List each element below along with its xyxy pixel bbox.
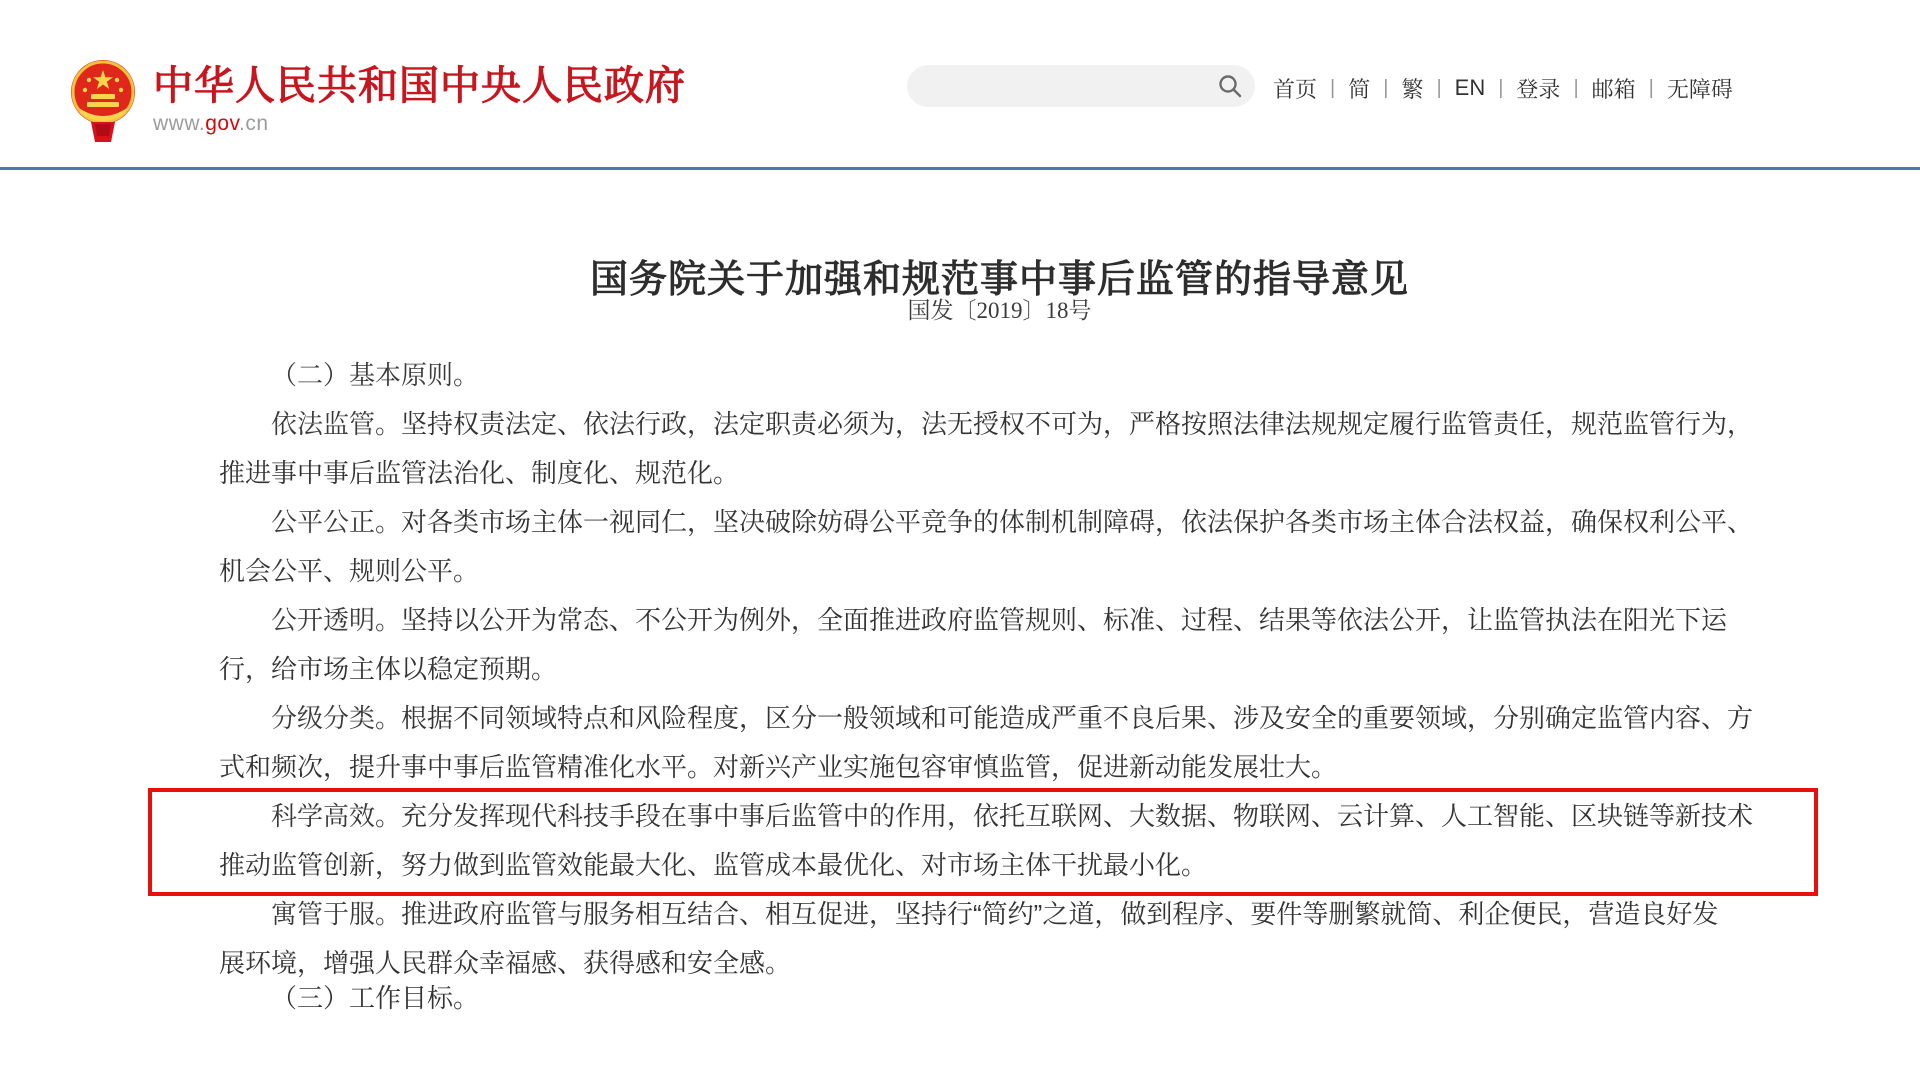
nav-link-0[interactable]: 首页 xyxy=(1273,76,1318,102)
doc-line: 寓管于服。推进政府监管与服务相互结合、相互促进，坚持行“简约”之道，做到程序、要件等删繁就简、利企便民，营造良好发 xyxy=(271,899,1719,929)
doc-line: 分级分类。根据不同领域特点和风险程度，区分一般领域和可能造成严重不良后果、涉及安全的重要领域，分别确定监管内容、方 xyxy=(271,703,1754,733)
nav-separator: | xyxy=(1330,76,1336,99)
doc-line: 公平公正。对各类市场主体一视同仁，坚决破除妨碍公平竞争的体制机制障碍，依法保护各类市场主体合法权益，确保权利公平、 xyxy=(271,507,1754,537)
paragraph-lead: 依法监管。 xyxy=(271,410,402,439)
site-title: 中华人民共和国中央人民政府 xyxy=(153,64,686,108)
document-title: 国务院关于加强和规范事中事后监管的指导意见 xyxy=(589,259,1409,301)
doc-line-highlighted: 科学高效。充分发挥现代科技手段在事中事后监管中的作用，依托互联网、大数据、物联网、云计算、人工智能、区块链等新技术 xyxy=(271,801,1754,831)
search-input[interactable] xyxy=(927,75,1217,98)
paragraph-lead: 公平公正。 xyxy=(271,508,402,537)
paragraph-lead: 寓管于服。 xyxy=(271,900,402,929)
nav-link-4[interactable]: 登录 xyxy=(1516,76,1561,102)
doc-line: 式和频次，提升事中事后监管精准化水平。对新兴产业实施包容审慎监管，促进新动能发展壮大。 xyxy=(219,752,1338,782)
site-header xyxy=(0,0,1920,167)
doc-line: 展环境，增强人民群众幸福感、获得感和安全感。 xyxy=(219,948,792,978)
paragraph-lead: 公开透明。 xyxy=(271,606,402,635)
site-logo-link[interactable] xyxy=(69,58,686,142)
nav-link-3[interactable]: EN xyxy=(1454,75,1486,100)
nav-separator: | xyxy=(1648,76,1654,99)
doc-line: 公开透明。坚持以公开为常态、不公开为例外，全面推进政府监管规则、标准、过程、结果等依法公开，让监管执法在阳光下运 xyxy=(271,605,1728,635)
paragraph-lead: 分级分类。 xyxy=(271,704,402,733)
doc-line: 机会公平、规则公平。 xyxy=(219,556,480,586)
header-nav xyxy=(1273,74,1746,102)
national-emblem-icon xyxy=(69,58,137,142)
document-number: 国发〔2019〕18号 xyxy=(907,298,1092,323)
doc-body xyxy=(219,351,1819,1013)
nav-link-5[interactable]: 邮箱 xyxy=(1591,76,1636,102)
search-icon[interactable] xyxy=(1217,73,1243,99)
doc-line: 推进事中事后监管法治化、制度化、规范化。 xyxy=(219,458,740,488)
doc-line: 行，给市场主体以稳定预期。 xyxy=(219,654,558,684)
clipped-next-line xyxy=(219,984,480,1013)
paragraph-lead: 科学高效。 xyxy=(271,802,402,831)
logo-text xyxy=(153,58,686,136)
nav-link-1[interactable]: 简 xyxy=(1348,76,1371,102)
doc-line: 依法监管。坚持权责法定、依法行政，法定职责必须为，法无授权不可为，严格按照法律法规规定履行监管责任，规范监管行为， xyxy=(271,409,1754,439)
header-divider xyxy=(0,167,1920,170)
url-gov: gov xyxy=(205,112,239,135)
nav-separator: | xyxy=(1383,76,1389,99)
nav-separator: | xyxy=(1498,76,1504,99)
site-url xyxy=(153,112,686,136)
url-suffix: .cn xyxy=(239,112,269,135)
nav-separator: | xyxy=(1573,76,1579,99)
search-box xyxy=(907,65,1255,107)
section-heading: （二）基本原则。 xyxy=(271,361,480,390)
url-prefix: www. xyxy=(153,112,206,135)
nav-link-6[interactable]: 无障碍 xyxy=(1666,76,1733,102)
doc-line-highlighted: 推动监管创新，努力做到监管效能最大化、监管成本最优化、对市场主体干扰最小化。 xyxy=(219,850,1208,880)
partial-line-text: （三）工作目标。 xyxy=(271,984,480,1013)
nav-separator: | xyxy=(1436,76,1442,99)
nav-link-2[interactable]: 繁 xyxy=(1401,76,1424,102)
